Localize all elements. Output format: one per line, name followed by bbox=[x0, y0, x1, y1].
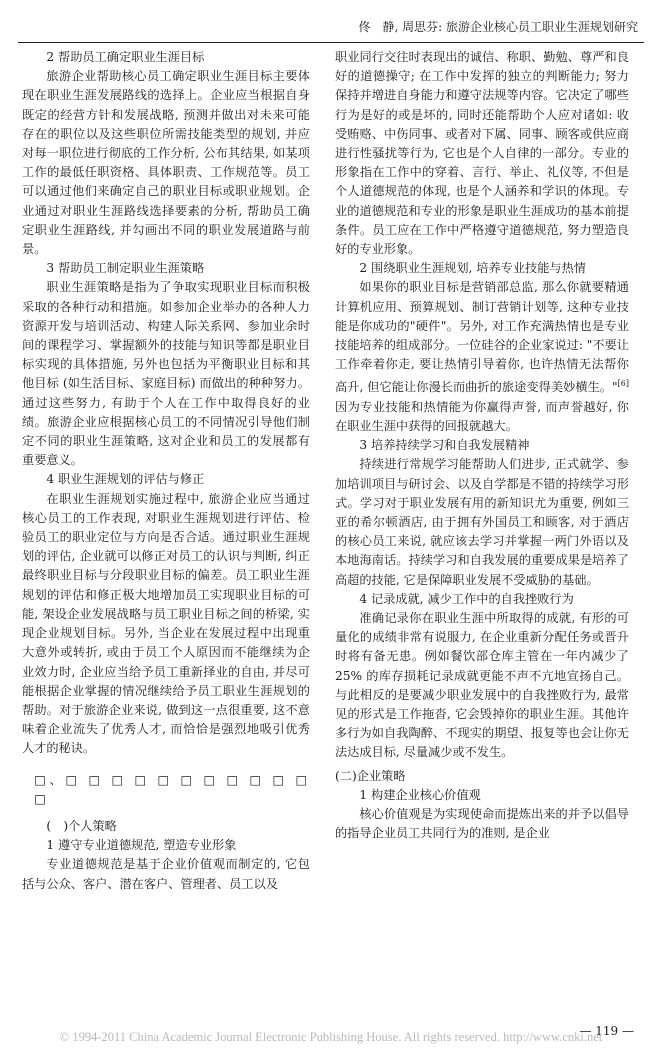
page-number: — 119 — bbox=[579, 1024, 634, 1038]
page-header bbox=[18, 12, 644, 43]
right-column bbox=[335, 48, 629, 843]
subsection-heading: 4 职业生涯规划的评估与修正 bbox=[46, 472, 205, 487]
subsection-heading: 3 培养持续学习和自我发展精神 bbox=[359, 438, 530, 453]
running-title: 佟 静, 周思芬: 旅游企业核心员工职业生涯规划研究 bbox=[358, 20, 638, 34]
section-subheading: (二)企业策略 bbox=[335, 768, 406, 783]
copyright-footer: © 1994-2011 China Academic Journal Electronic Publishing House. All rights reserved. http://www.cnki.net bbox=[59, 1030, 603, 1044]
citation-ref: [6] bbox=[617, 379, 629, 389]
paragraph: 职业同行交往时表现出的诚信、称职、勤勉、尊严和良好的道德操守; 在工作中发挥的独立的判断能力; 努力保持并增进自身能力和遵守法规等内容。它决定了哪些行为是好的或是坏的, 同时还能帮助个人应对诸如: 收受贿赂、中伤同事、或者对下属、同事、顾客或供应商进行性骚扰等行为, 它也是个人自律的一部分。专业的形象指在工作中的穿着、言行、举止、礼仪等, 不但是个人道德规范的体现, 也是个人涵养和学识的体现。专业的道德规范和专业的形象是职业生涯成功的基本前提条件。员工应在工作中严格遵守道德规范, 努力塑造良好的专业形象。 bbox=[335, 50, 629, 257]
paragraph: 旅游企业帮助核心员工确定职业生涯目标主要体现在职业生涯发展路线的选择上。企业应当根据自身既定的经营方针和发展战略, 预测并做出对未来可能存在的职位以及这些职位所需技能类型的规划, 并应对每一职位进行彻底的工作分析, 公布其结果, 如某项工作的最低任职资格、具体职责、工作规范等。员工可以通过他们来确定自己的职业目标或职业规划。企业通过对职业生涯路线选择要素的分析, 帮助员工确定职业生涯路线, 并勾画出不同的职业发展道路与前景。 bbox=[22, 69, 310, 257]
subsection-heading: 1 构建企业核心价值观 bbox=[359, 787, 481, 802]
paragraph: 持续进行常规学习能帮助人们进步, 正式就学、参加培训项目与研讨会、以及自学都是不错的持续学习形式。学习对于职业发展有用的新知识尤为重要, 例如三亚的希尔顿酒店, 由于拥有外国员工和顾客, 对于酒店的核心员工来说, 就应该去学习并掌握一两门外语以及本地海南话。持续学习和自我发展的重要成果是培养了高超的技能, 它是保障职业发展不受威胁的基础。 bbox=[335, 457, 629, 587]
subsection-heading: 3 帮助员工制定职业生涯策略 bbox=[46, 261, 205, 276]
subsection-heading: 4 记录成就, 减少工作中的自我挫败行为 bbox=[359, 591, 574, 606]
subsection-heading: 1 遵守专业道德规范, 塑造专业形象 bbox=[46, 838, 237, 853]
subsection-heading: 2 帮助员工确定职业生涯目标 bbox=[46, 50, 205, 64]
paragraph-text: 如果你的职业目标是营销部总监, 那么你就要精通计算机应用、预算规划、制订营销计划等, 这种专业技能是你成功的"硬件"。另外, 对工作充满热情也是专业技能培养的组成部分。一位硅谷的企业家说过: "不要让工作牵着你走, 要让热情引导着你, 也许热情无法帮你高升, 但它能让你漫长而曲折的旅途变得美妙横生。" bbox=[335, 280, 629, 395]
section-subheading: ( )个人策略 bbox=[46, 818, 117, 833]
paragraph-text: 因为专业技能和热情能为你赢得声誉, 而声誉越好, 你在职业生涯中获得的回报就越大。 bbox=[335, 399, 629, 433]
section-heading: □、□ □ □ □ □ □ □ □ □ □ □ □ bbox=[34, 772, 310, 806]
paragraph: 在职业生涯规划实施过程中, 旅游企业应当通过核心员工的工作表现, 对职业生涯规划进行评估、检验员工的职业定位与方向是否合适。通过职业生涯规划的评估, 企业就可以修正对员工的认识与判断, 纠正最终职业目标与分段职业目标的偏差。员工职业生涯规划的评估和修正极大地增加员工实现职业目标的可能, 架设企业发展战略与员工职业目标之间的桥梁, 实现企业规划目标。另外, 当企业在发展过程中出现重大意外或转折, 或由于员工个人原因而不能继续为企业效力时, 企业应当给予员工重新择业的自由, 并尽可能根据企业掌握的情况继续给予员工职业生涯规划的帮助。对于旅游企业来说, 做到这一点很重要, 这不意味着企业流失了优秀人才, 而恰恰是强烈地吸引优秀人才的秘诀。 bbox=[22, 491, 310, 756]
paragraph: 专业道德规范是基于企业价值观而制定的, 它包括与公众、客户、潜在客户、管理者、员工以及 bbox=[22, 857, 310, 891]
left-column bbox=[22, 48, 310, 894]
paragraph bbox=[335, 278, 629, 436]
paragraph: 核心价值观是为实现使命而提炼出来的并予以倡导的指导企业员工共同行为的准则, 是企业 bbox=[335, 806, 629, 841]
paragraph: 职业生涯策略是指为了争取实现职业目标而积极采取的各种行动和措施。如参加企业举办的各种人力资源开发与培训活动、构建人际关系网、参加业余时间的课程学习、掌握额外的技能与知识等都是职业目标实现的具体措施, 另外也包括为平衡职业目标和其他目标 (如生活目标、家庭目标) 而做出的种种努力。通过这些努力, 有助于个人在工作中取得良好的业绩。旅游企业应根据核心员工的不同情况引导他们制定不同的职业生涯策略, 这对企业和员工的发展都有重要意义。 bbox=[22, 280, 310, 468]
subsection-heading: 2 围绕职业生涯规划, 培养专业技能与热情 bbox=[359, 261, 586, 276]
paragraph: 准确记录你在职业生涯中所取得的成就, 有形的可量化的成绩非常有说服力, 在企业重新分配任务或晋升时将有备无患。例如餐饮部仓库主管在一年内减少了 25% 的库存损耗记录成就更能不声不亢地宣扬自己。与此相反的是要减少职业发展中的自我挫败行为, 最常见的形式是工作拖沓, 它会毁掉你的职业生涯。其他许多行为如自我陶醉、不现实的期望、报复等也会让你无法达成目标, 尽量减少或不发生。 bbox=[335, 610, 629, 760]
